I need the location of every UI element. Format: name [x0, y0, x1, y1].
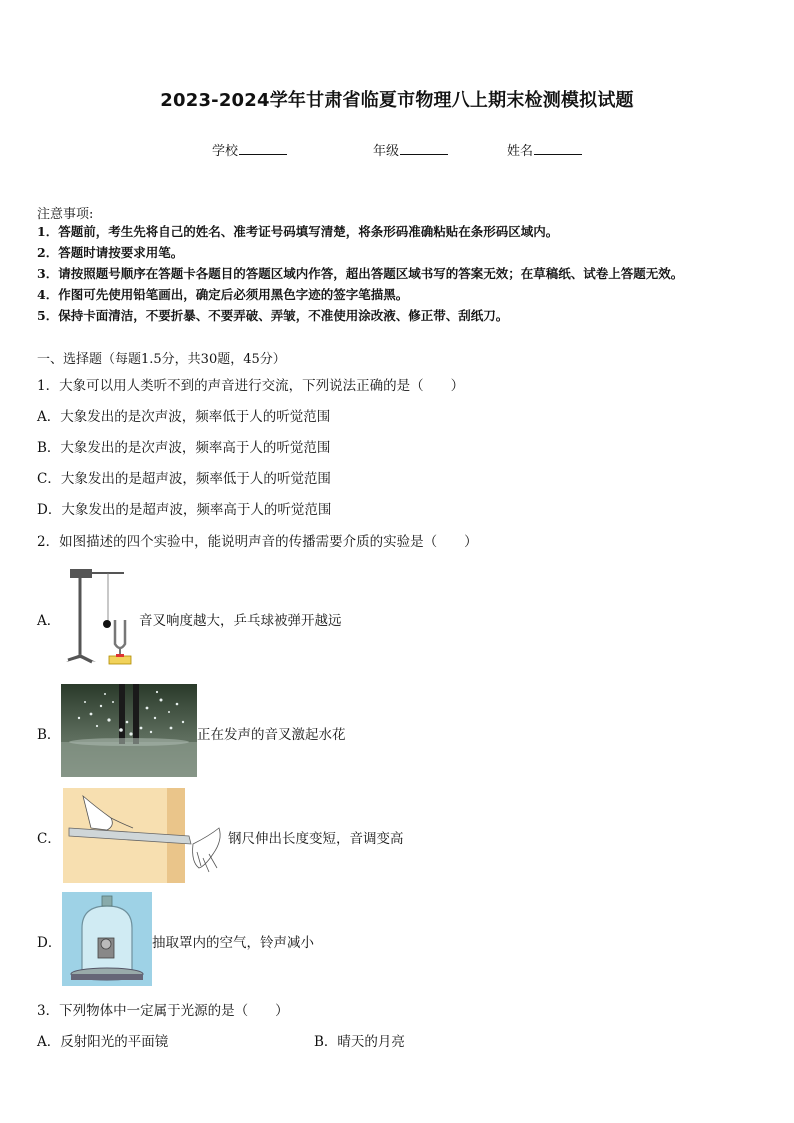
q1-option-a: A．大象发出的是次声波，频率低于人的听觉范围	[37, 409, 331, 425]
q2-option-d-caption: 抽取罩内的空气，铃声减小	[152, 935, 314, 951]
steel-ruler-figure	[63, 788, 227, 883]
q2-option-c-caption: 钢尺伸出长度变短，音调变高	[228, 831, 404, 847]
q2-option-c-letter: C．	[37, 831, 61, 847]
grade-label: 年级	[373, 144, 400, 159]
notice-item: 2．答题时请按要求用笔。	[37, 245, 184, 260]
q1-option-b: B．大象发出的是次声波，频率高于人的听觉范围	[37, 440, 331, 456]
school-label: 学校	[212, 144, 239, 159]
grade-field	[373, 140, 448, 159]
notice-item: 4．作图可先使用铅笔画出，确定后必须用黑色字迹的签字笔描黑。	[37, 287, 409, 302]
bell-jar-figure	[62, 892, 152, 986]
name-blank	[534, 142, 582, 155]
page-title: 2023-2024学年甘肃省临夏市物理八上期末检测模拟试题	[160, 90, 634, 111]
notice-item: 1．答题前，考生先将自己的姓名、准考证号码填写清楚，将条形码准确粘贴在条形码区域内。	[37, 224, 559, 239]
q1-option-c: C．大象发出的是超声波，频率低于人的听觉范围	[37, 471, 331, 487]
q1-option-d: D．大象发出的是超声波，频率高于人的听觉范围	[37, 502, 332, 518]
q3-option-a: A．反射阳光的平面镜	[37, 1034, 169, 1050]
question-3-stem: 3．下列物体中一定属于光源的是（ ）	[37, 1003, 289, 1019]
tuning-fork-water-figure	[61, 684, 197, 777]
name-field	[507, 140, 582, 159]
q2-option-a-caption: 音叉响度越大，乒乓球被弹开越远	[139, 613, 342, 629]
q2-option-b-letter: B．	[37, 727, 61, 743]
q2-option-a-letter: A．	[37, 613, 61, 629]
section-heading: 一、选择题（每题1.5分，共30题，45分）	[37, 352, 286, 367]
notice-heading: 注意事项:	[37, 207, 94, 222]
school-field	[212, 140, 287, 159]
school-blank	[239, 142, 287, 155]
question-2-stem: 2．如图描述的四个实验中，能说明声音的传播需要介质的实验是（ ）	[37, 534, 478, 550]
notice-item: 5．保持卡面清洁，不要折暴、不要弄破、弄皱，不准使用涂改液、修正带、刮纸刀。	[37, 308, 509, 323]
question-1-stem: 1．大象可以用人类听不到的声音进行交流，下列说法正确的是（ ）	[37, 378, 465, 394]
grade-blank	[400, 142, 448, 155]
q3-option-b: B．晴天的月亮	[314, 1034, 405, 1050]
name-label: 姓名	[507, 144, 534, 159]
notice-item: 3．请按照题号顺序在答题卡各题目的答题区域内作答，超出答题区域书写的答案无效；在草稿纸、试卷上答题无效。	[37, 266, 684, 281]
tuning-fork-pingpong-figure	[62, 562, 138, 670]
q2-option-d-letter: D．	[37, 935, 62, 951]
q2-option-b-caption: 正在发声的音叉激起水花	[197, 727, 346, 743]
